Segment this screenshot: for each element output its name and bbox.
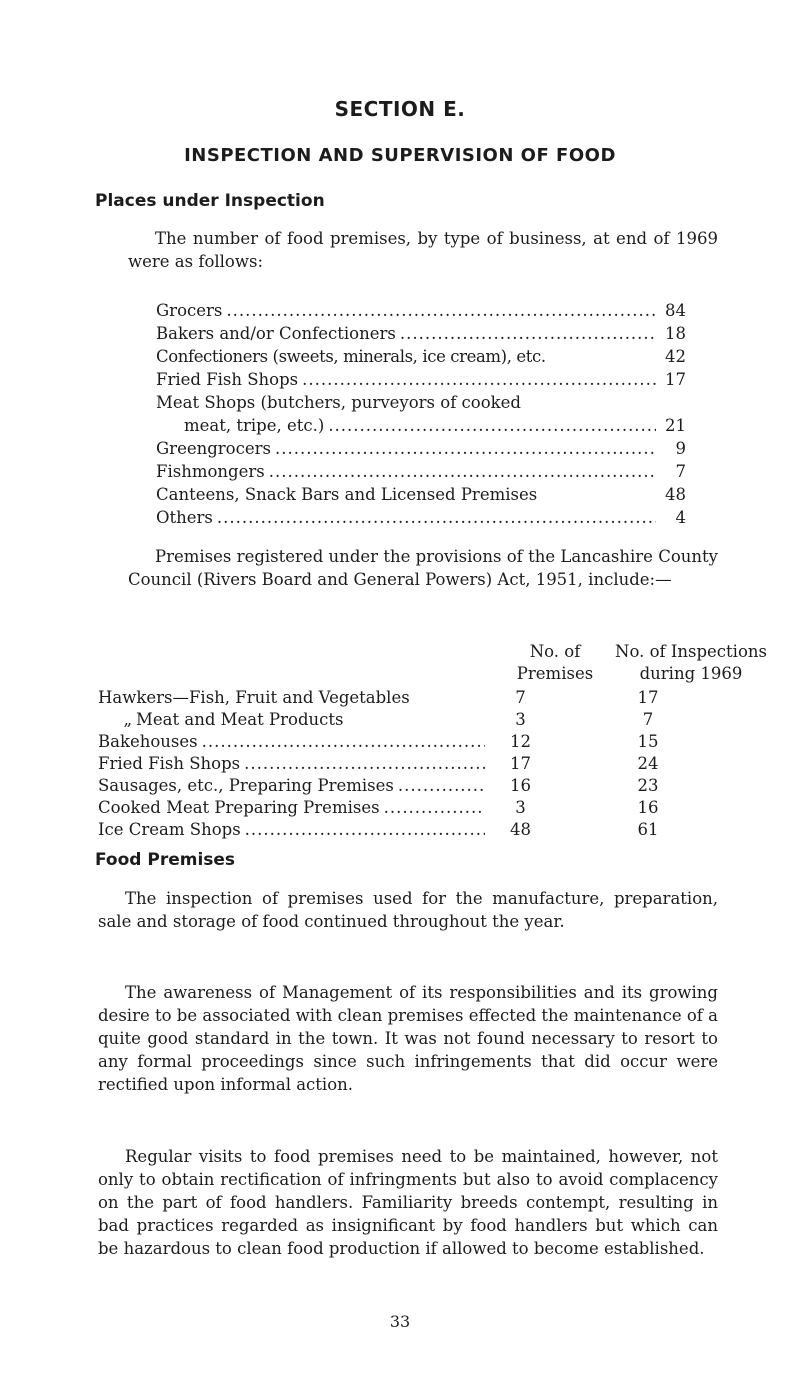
row-label: „ Meat and Meat Products [98, 709, 343, 731]
list-item-label: Confectioners (sweets, minerals, ice cream), etc. [156, 347, 546, 366]
cell-inspections: 23 [637, 776, 659, 795]
cell-inspections: 24 [637, 754, 659, 773]
dot-leader [244, 753, 485, 775]
cell-premises: 3 [515, 798, 526, 817]
row-label: Hawkers—Fish, Fruit and Vegetables [98, 688, 410, 707]
page-title: INSPECTION AND SUPERVISION OF FOOD [184, 145, 616, 166]
table-row [98, 709, 748, 731]
cell-inspections: 7 [642, 710, 654, 729]
table-row [98, 819, 748, 841]
row-label: Sausages, etc., Preparing Premises [98, 776, 394, 795]
list-item [156, 299, 686, 322]
cell-inspections: 16 [637, 798, 659, 817]
intro-paragraph: The number of food premises, by type of business, at end of 1969 were as follows: [128, 229, 718, 271]
paragraph-regular-visits: Regular visits to food premises need to be maintained, however, not only to obtain rectification of infringments but also to avoid complacency on the part of food handlers. Familiarity breeds contempt, resulting in bad practices regarded as insignificant by food handlers but which can be hazardous to clean food production if allowed to become established. [98, 1147, 718, 1258]
list-item-label: Bakers and/or Confectioners [156, 324, 396, 343]
table-header [98, 641, 767, 687]
cell-premises: 7 [515, 688, 526, 707]
list-item-value: 17 [665, 370, 686, 389]
dot-leader [328, 414, 656, 437]
cell-premises: 16 [510, 776, 531, 795]
dot-leader [398, 775, 485, 797]
list-item-label: Fried Fish Shops [156, 370, 299, 389]
paragraph-inspection: The inspection of premises used for the manufacture, preparation, sale and storage of food continued throughout the year. [98, 889, 718, 931]
section-title: SECTION E. [334, 97, 466, 121]
column-header-premises: No. of Premises [516, 642, 594, 683]
dot-leader [400, 322, 656, 345]
list-item-value: 84 [665, 301, 686, 320]
cell-premises: 3 [515, 710, 526, 729]
list-item [156, 391, 686, 414]
list-item [156, 460, 686, 483]
list-item-value: 48 [665, 485, 686, 504]
cell-premises: 17 [510, 754, 531, 773]
list-item-label: Fishmongers [156, 462, 265, 481]
dot-leader [202, 731, 485, 753]
page-number: 33 [389, 1312, 411, 1331]
paragraph-awareness: The awareness of Management of its responsibilities and its growing desire to be associated with clean premises effected the maintenance of a quite good standard in the town. It was not found necessary to resort to any formal proceedings since such infringements that did occur were rectified upon informal action. [98, 983, 718, 1094]
list-item-label: Greengrocers [156, 439, 271, 458]
list-item-label: Canteens, Snack Bars and Licensed Premises [156, 485, 538, 504]
list-item-value: 7 [675, 462, 686, 481]
list-item-value: 42 [665, 347, 686, 366]
dot-leader [217, 506, 656, 529]
cell-premises: 12 [510, 732, 531, 751]
row-label: Ice Cream Shops [98, 820, 241, 839]
list-item-value: 18 [665, 324, 686, 343]
list-item [156, 437, 686, 460]
cell-premises: 48 [510, 820, 531, 839]
list-item [156, 483, 686, 506]
ditto-mark: „ [123, 710, 132, 729]
list-item-value: 4 [675, 508, 686, 527]
table-row [98, 753, 748, 775]
dot-leader [226, 299, 656, 322]
list-item [156, 322, 686, 345]
dot-leader [269, 460, 656, 483]
list-item [156, 368, 686, 391]
subheading-places-under-inspection: Places under Inspection [95, 191, 325, 211]
table-row [98, 687, 748, 709]
dot-leader [275, 437, 656, 460]
dot-leader [302, 368, 656, 391]
list-item-value: 9 [675, 439, 686, 458]
table-row [98, 797, 748, 819]
row-label: Fried Fish Shops [98, 754, 241, 773]
list-item-label-continuation: meat, tripe, etc.) [184, 416, 325, 435]
list-item-continuation [156, 414, 686, 437]
row-label: Cooked Meat Preparing Premises [98, 798, 380, 817]
table-row [98, 731, 748, 753]
list-item-label: Others [156, 508, 213, 527]
cell-inspections: 61 [637, 820, 659, 839]
row-label: Bakehouses [98, 732, 198, 751]
list-item-label: Meat Shops (butchers, purveyors of cooked [156, 393, 521, 412]
cell-inspections: 17 [637, 688, 659, 707]
dot-leader [245, 819, 485, 841]
list-item [156, 345, 686, 368]
list-item-value: 21 [665, 416, 686, 435]
column-header-inspections: No. of Inspections during 1969 [615, 642, 767, 683]
registered-premises-table [98, 641, 767, 841]
dot-leader [384, 797, 485, 819]
cell-inspections: 15 [637, 732, 659, 751]
list-item [156, 506, 686, 529]
registered-intro-paragraph: Premises registered under the provisions of the Lancashire County Council (Rivers Board and General Powers) Act, 1951, include:— [128, 547, 718, 589]
table-row [98, 775, 748, 797]
premises-list [156, 299, 686, 529]
list-item-label: Grocers [156, 301, 223, 320]
subheading-food-premises: Food Premises [95, 850, 236, 870]
